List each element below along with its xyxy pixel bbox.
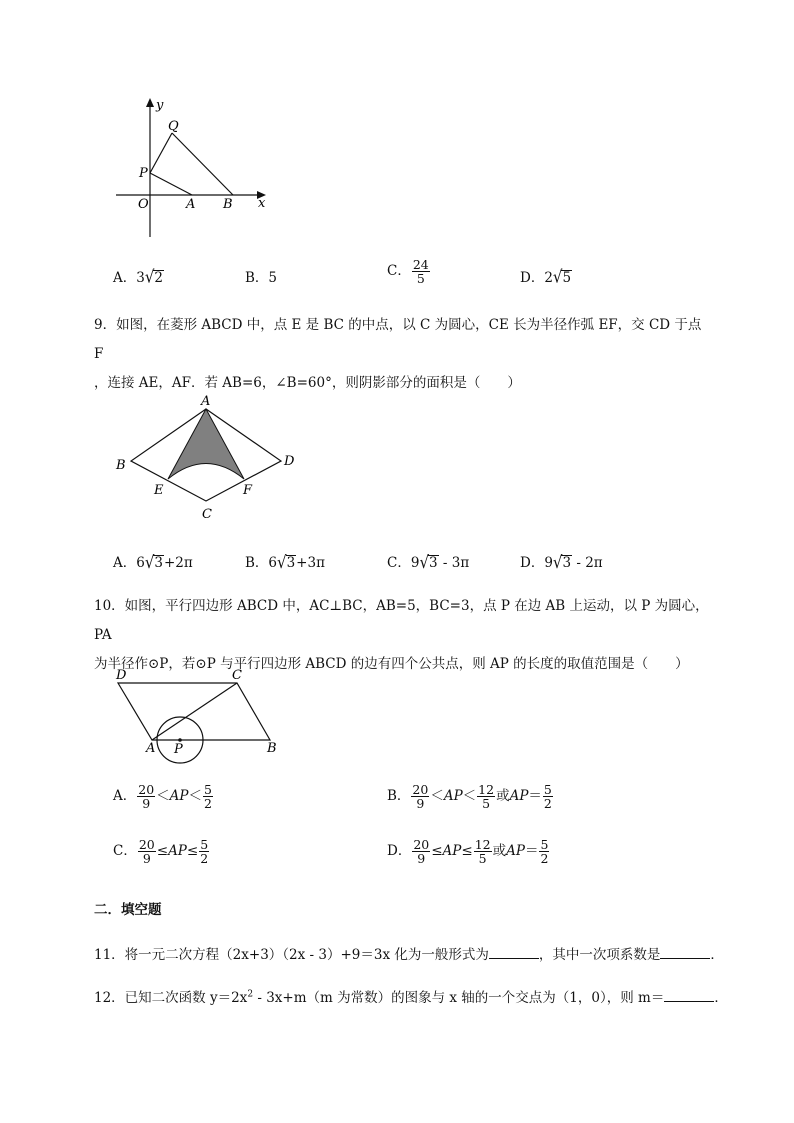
q8-option-c[interactable]: C． $\frac{24}{5}$ <box>387 257 429 287</box>
label-B: B <box>223 197 233 212</box>
label-E: E <box>154 483 164 498</box>
q10-line1: 10．如图，平行四边形 ABCD 中，AC⊥BC，AB=5，BC=3，点 P 在边 AB 上运动，以 P 为圆心，PA <box>94 598 709 643</box>
segment-QB <box>172 133 233 195</box>
q8-option-d[interactable]: D．2√5 <box>520 266 572 288</box>
question-12-text: 12．已知二次函数 $y=2x^2 - 3x+m(m$ 为常数）的图象与 x 轴的一个交点为（1，0），则 m＝ ． <box>94 986 728 1006</box>
q10-option-c[interactable]: C． $\frac{20}{9}$ ≤AP≤ $\frac{5}{2}$ <box>113 837 209 867</box>
shaded-region <box>168 409 244 479</box>
label-P: P <box>139 166 148 181</box>
answer-blank-2[interactable] <box>660 944 710 959</box>
label-B: B <box>267 741 277 756</box>
y-axis-arrow <box>146 98 154 107</box>
q9-option-b[interactable]: B．6√3+3π <box>245 551 325 573</box>
q9-option-c[interactable]: C．9√3 - 3π <box>387 551 470 573</box>
label-P: P <box>174 742 183 757</box>
label-y: y <box>156 98 164 113</box>
label-x: x <box>258 196 266 211</box>
q9-line2: ，连接 AE，AF．若 AB=6，∠B=60°，则阴影部分的面积是（ ） <box>94 375 521 391</box>
answer-blank-1[interactable] <box>489 944 539 959</box>
q9-option-a[interactable]: A．6√3+2π <box>113 551 193 573</box>
label-D: D <box>284 454 295 469</box>
q9-line1: 9．如图，在菱形 ABCD 中，点 E 是 BC 的中点，以 C 为圆心，CE 长为半径作弧 EF，交 CD 于点 F <box>94 317 702 362</box>
figure-q9-rhombus <box>110 390 310 525</box>
q10-option-b[interactable]: B． $\frac{20}{9}$ ＜AP＜ $\frac{12}{5}$ 或AP＝ $\frac{5}{2}$ <box>387 782 552 812</box>
section-title: 二．填空题 <box>94 902 162 918</box>
question-11-text: 11．将一元二次方程（2x+3）（2x - 3）+9＝3x 化为一般形式为 ，其中一次项系数是 ． <box>94 943 724 963</box>
label-C: C <box>202 507 212 522</box>
label-O: O <box>138 197 149 212</box>
diagonal-AC <box>152 683 237 740</box>
figure-q8-coordinate <box>110 95 280 245</box>
answer-blank-3[interactable] <box>664 987 714 1002</box>
label-B: B <box>116 458 126 473</box>
q10-option-d[interactable]: D． $\frac{20}{9}$ ≤AP≤ $\frac{12}{5}$ 或AP＝ $\frac{5}{2}$ <box>387 837 549 867</box>
segment-PQ <box>150 133 172 173</box>
segment-PA <box>150 173 192 195</box>
label-A: A <box>186 197 196 212</box>
label-C: C <box>232 668 242 683</box>
label-D: D <box>116 668 127 683</box>
question-9-text <box>94 311 714 398</box>
q10-line2: 为半径作⊙P，若⊙P 与平行四边形 ABCD 的边有四个公共点，则 AP 的长度的取值范围是（ ） <box>94 656 689 672</box>
label-F: F <box>243 483 253 498</box>
q9-option-d[interactable]: D．9√3 - 2π <box>520 551 603 573</box>
label-A: A <box>146 741 156 756</box>
q10-option-a[interactable]: A． $\frac{20}{9}$ ＜AP＜ $\frac{5}{2}$ <box>113 782 212 812</box>
q8-option-b[interactable]: B．5 <box>245 270 278 286</box>
q8-option-a[interactable]: A．3√2 <box>113 266 163 288</box>
figure-q10-parallelogram <box>110 665 290 765</box>
label-Q: Q <box>168 119 179 134</box>
label-A: A <box>201 394 211 409</box>
